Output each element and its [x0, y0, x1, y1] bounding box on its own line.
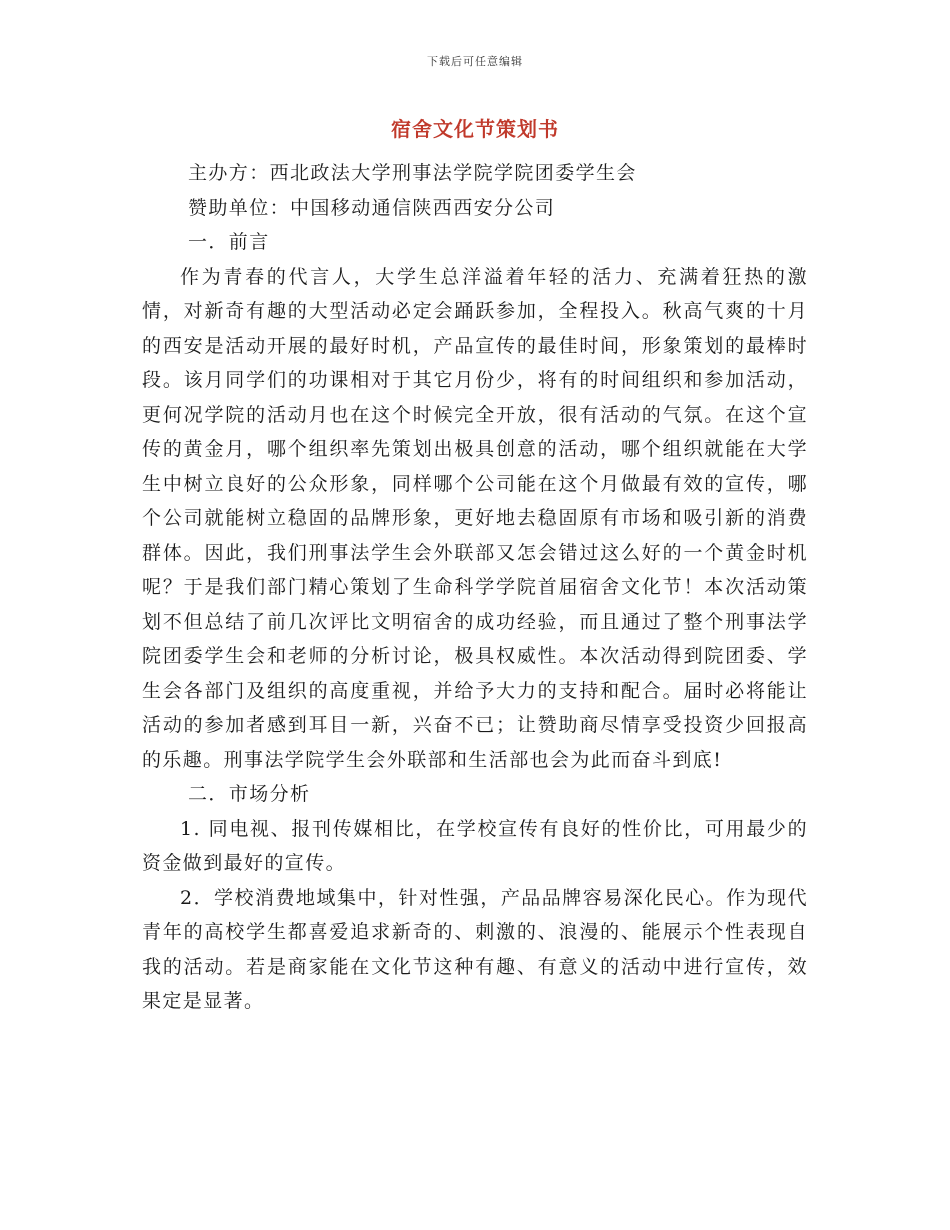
market-point-1: 1. 同电视、报刊传媒相比，在学校宣传有良好的性价比，可用最少的资金做到最好的宣传。 — [142, 817, 808, 874]
document-title: 宿舍文化节策划书 — [391, 117, 559, 141]
preface-paragraph: 作为青春的代言人，大学生总洋溢着年轻的活力、充满着狂热的激情，对新奇有趣的大型活动必定会踊跃参加，全程投入。秋高气爽的十月的西安是活动开展的最好时机，产品宣传的最佳时间，形象策划的最棒时段。该月同学们的功课相对于其它月份少，将有的时间组织和参加活动，更何况学院的活动月也在这个时候完全开放，很有活动的气氛。在这个宣传的黄金月，哪个组织率先策划出极具创意的活动，哪个组织就能在大学生中树立良好的公众形象，同样哪个公司能在这个月做最有效的宣传，哪个公司就能树立稳固的品牌形象，更好地去稳固原有市场和吸引新的消费群体。因此，我们刑事法学生会外联部又怎会错过这么好的一个黄金时机呢？于是我们部门精心策划了生命科学学院首届宿舍文化节！本次活动策划不但总结了前几次评比文明宿舍的成功经验，而且通过了整个刑事法学院团委学生会和老师的分析讨论，极具权威性。本次活动得到院团委、学生会各部门及组织的高度重视，并给予大力的支持和配合。届时必将能让活动的参加者感到耳目一新，兴奋不已；让赞助商尽情享受投资少回报高的乐趣。刑事法学院学生会外联部和生活部也会为此而奋斗到底! — [142, 265, 808, 771]
section-heading-market-analysis: 二．市场分析 — [188, 783, 311, 805]
document-body — [142, 156, 808, 1019]
section-heading-preface: 一．前言 — [188, 231, 270, 253]
market-point-2: 2．学校消费地域集中，针对性强，产品品牌容易深化民心。作为现代青年的高校学生都喜爱追求新奇的、刺激的、浪漫的、能展示个性表现自我的活动。若是商家能在文化节这种有趣、有意义的活动中进行宣传，效果定是显著。 — [142, 886, 808, 1012]
sponsor-line: 赞助单位：中国移动通信陕西西安分公司 — [188, 196, 556, 219]
header-note: 下载后可任意编辑 — [427, 55, 523, 68]
organizer-line: 主办方：西北政法大学刑事法学院学院团委学生会 — [188, 162, 637, 184]
